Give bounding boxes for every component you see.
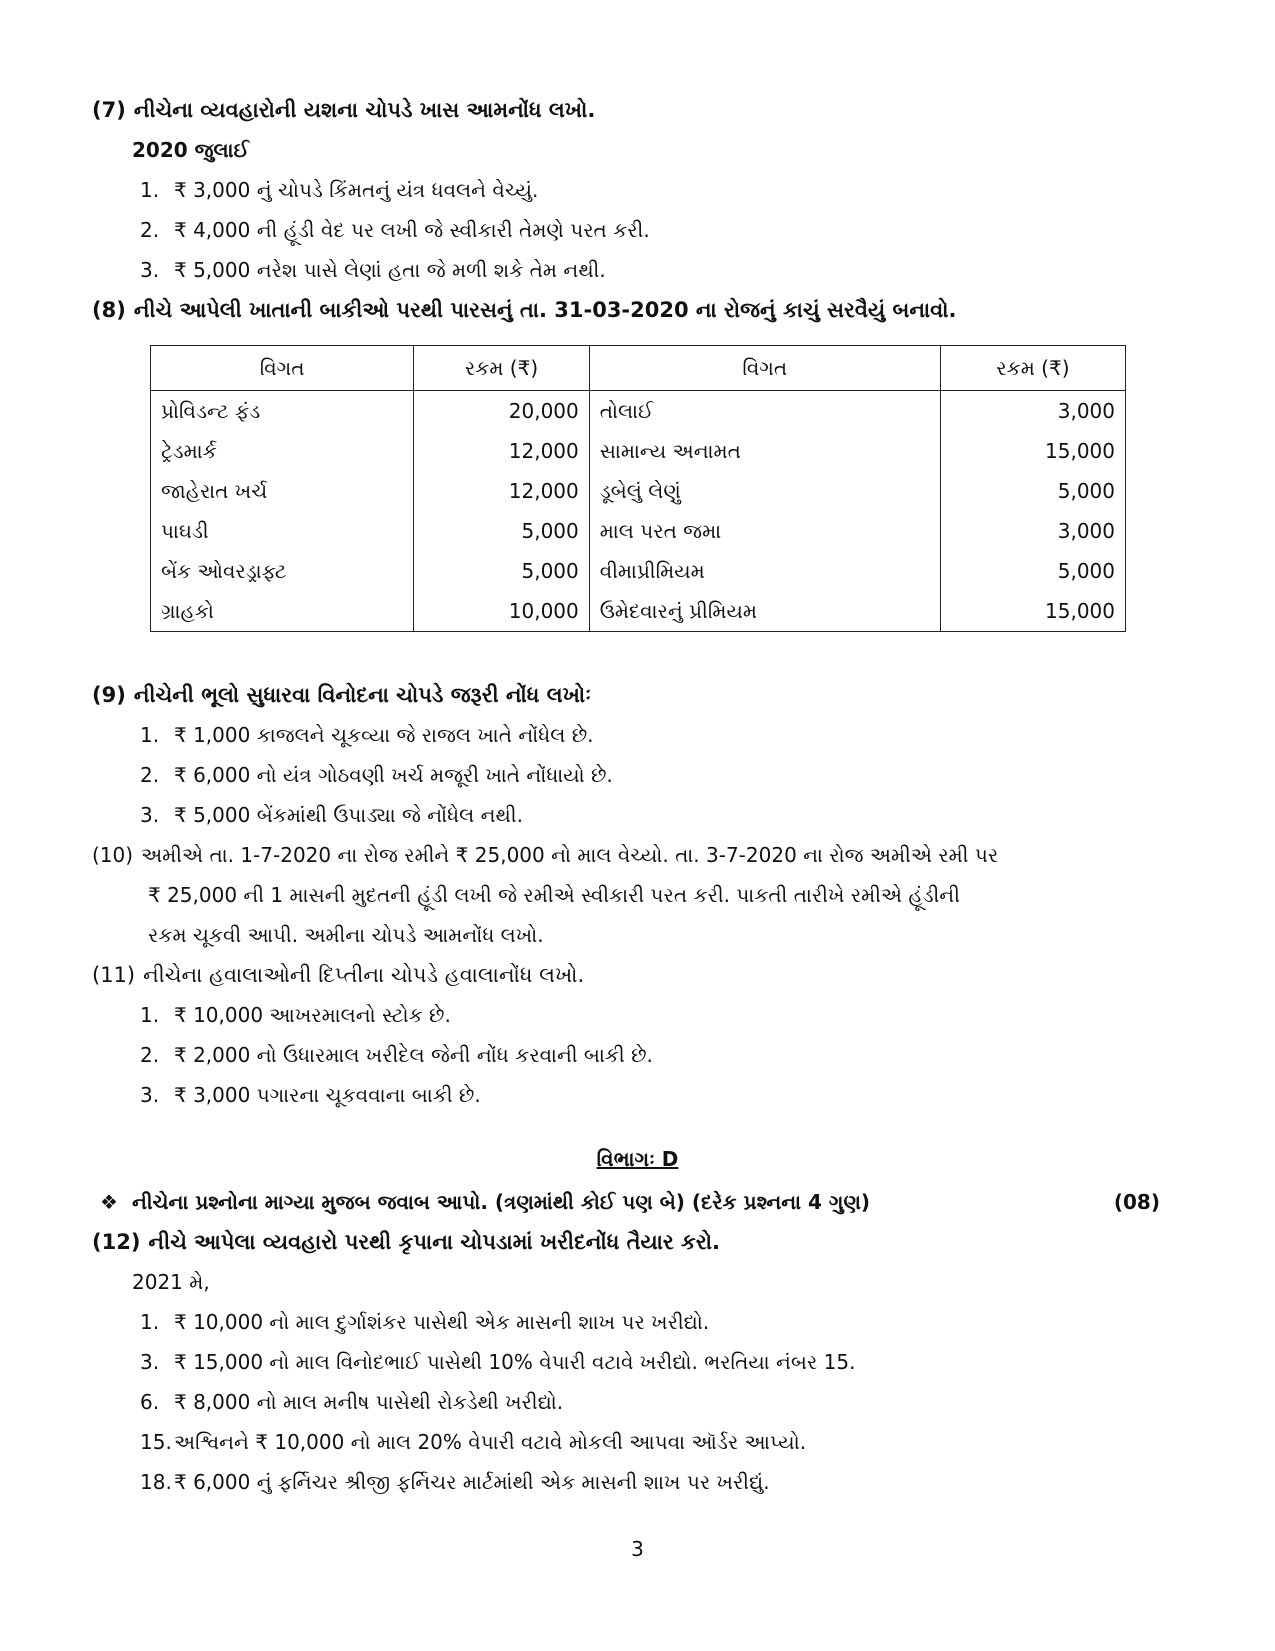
question-12-date: 2021 મે,: [132, 1270, 210, 1294]
question-10-line-1: (10) અમીએ તા. 1-7-2020 ના રોજ રમીને ₹ 25,000 નો માલ વેચ્યો. તા. 3-7-2020 ના રોજ અમીએ રમી પર: [92, 843, 999, 867]
list-item: 3. ₹ 5,000 બેંકમાંથી ઉપાડ્યા જે નોંધેલ નથી.: [140, 803, 523, 827]
list-item: 1. ₹ 3,000 નું ચોપડે કિંમતનું યંત્ર ધવલને વેચ્યું.: [140, 178, 539, 202]
question-11-heading: (11) નીચેના હવાલાઓની દિપ્તીના ચોપડે હવાલાનોંધ લખો.: [92, 963, 585, 987]
list-item: 2. ₹ 4,000 ની હૂંડી વેદ પર લખી જે સ્વીકારી તેમણે પરત કરી.: [140, 218, 650, 242]
section-d-title: વિભાગઃ D: [596, 1147, 679, 1171]
table-row: પ્રોવિડન્ટ ફંડ 20,000 તોલાઈ 3,000: [151, 391, 1126, 432]
table-row: બેંક ઓવરડ્રાફ્ટ 5,000 વીમાપ્રીમિયમ 5,000: [151, 551, 1126, 591]
question-10-line-2: ₹ 25,000 ની 1 માસની મુદતની હૂંડી લખી જે રમીએ સ્વીકારી પરત કરી. પાકતી તારીખે રમીએ હૂંડીની: [148, 883, 960, 907]
list-item: 6. ₹ 8,000 નો માલ મનીષ પાસેથી રોકડેથી ખરીદ્યો.: [140, 1390, 564, 1414]
question-text: નીચેના વ્યવહારોની યશના ચોપડે ખાસ આમનોંધ લખો.: [133, 98, 596, 122]
table-row: ગ્રાહકો 10,000 ઉમેદવારનું પ્રીમિયમ 15,000: [151, 591, 1126, 632]
column-header: રકમ (₹): [940, 346, 1125, 391]
question-9-heading: (9) નીચેની ભૂલો સુધારવા વિનોદના ચોપડે જરૂરી નોંધ લખોઃ: [92, 683, 592, 707]
question-8-heading: (8) નીચે આપેલી ખાતાની બાકીઓ પરથી પારસનું તા. 31-03-2020 ના રોજનું કાચું સરવૈયું બનાવો.: [92, 298, 957, 322]
column-header: રકમ (₹): [414, 346, 590, 391]
question-12-heading: (12) નીચે આપેલા વ્યવહારો પરથી કૃપાના ચોપડામાં ખરીદનોંધ તૈયાર કરો.: [92, 1230, 720, 1254]
list-item: 1. ₹ 1,000 કાજલને ચૂકવ્યા જે રાજલ ખાતે નોંધેલ છે.: [140, 723, 594, 747]
list-item: 1. ₹ 10,000 આખરમાલનો સ્ટોક છે.: [140, 1003, 451, 1027]
column-header: વિગત: [589, 346, 940, 391]
list-item: 2. ₹ 2,000 નો ઉધારમાલ ખરીદેલ જેની નોંધ કરવાની બાકી છે.: [140, 1043, 653, 1067]
list-item: 3. ₹ 3,000 પગારના ચૂકવવાના બાકી છે.: [140, 1083, 481, 1107]
list-item: 1. ₹ 10,000 નો માલ દુર્ગાશંકર પાસેથી એક માસની શાખ પર ખરીદ્યો.: [140, 1310, 710, 1334]
table-row: ટ્રેડમાર્ક 12,000 સામાન્ય અનામત 15,000: [151, 431, 1126, 471]
page-number: 3: [631, 1537, 644, 1561]
column-header: વિગત: [151, 346, 414, 391]
bullet-icon: ❖: [100, 1190, 118, 1214]
trial-balance-table: [150, 345, 1126, 632]
question-7-date: 2020 જુલાઈ: [132, 138, 250, 162]
table-row: જાહેરાત ખર્ચ 12,000 ડૂબેલું લેણું 5,000: [151, 471, 1126, 511]
question-number: (7): [92, 98, 126, 122]
table-row: પાઘડી 5,000 માલ પરત જમા 3,000: [151, 511, 1126, 551]
list-item: 18. ₹ 6,000 નું ફર્નિચર શ્રીજી ફર્નિચર માર્ટમાંથી એક માસની શાખ પર ખરીદ્યું.: [140, 1470, 770, 1494]
section-d-instruction: ❖ નીચેના પ્રશ્નોના માગ્યા મુજબ જવાબ આપો. (ત્રણમાંથી કોઈ પણ બે) (દરેક પ્રશ્નના 4 ગુણ) (08): [100, 1190, 1160, 1214]
table-header-row: [151, 346, 1126, 391]
list-item: 15. અશ્વિનને ₹ 10,000 નો માલ 20% વેપારી વટાવે મોકલી આપવા ઑર્ડર આપ્યો.: [140, 1430, 807, 1454]
list-item: 3. ₹ 15,000 નો માલ વિનોદભાઈ પાસેથી 10% વેપારી વટાવે ખરીદ્યો. ભરતિયા નંબર 15.: [140, 1350, 856, 1374]
list-item: 3. ₹ 5,000 નરેશ પાસે લેણાં હતા જે મળી શકે તેમ નથી.: [140, 258, 606, 282]
marks-label: (08): [1113, 1190, 1160, 1214]
question-10-line-3: રકમ ચૂકવી આપી. અમીના ચોપડે આમનોંધ લખો.: [148, 923, 544, 947]
question-7-heading: [92, 98, 595, 123]
list-item: 2. ₹ 6,000 નો યંત્ર ગોઠવણી ખર્ચ મજૂરી ખાતે નોંધાયો છે.: [140, 763, 613, 787]
